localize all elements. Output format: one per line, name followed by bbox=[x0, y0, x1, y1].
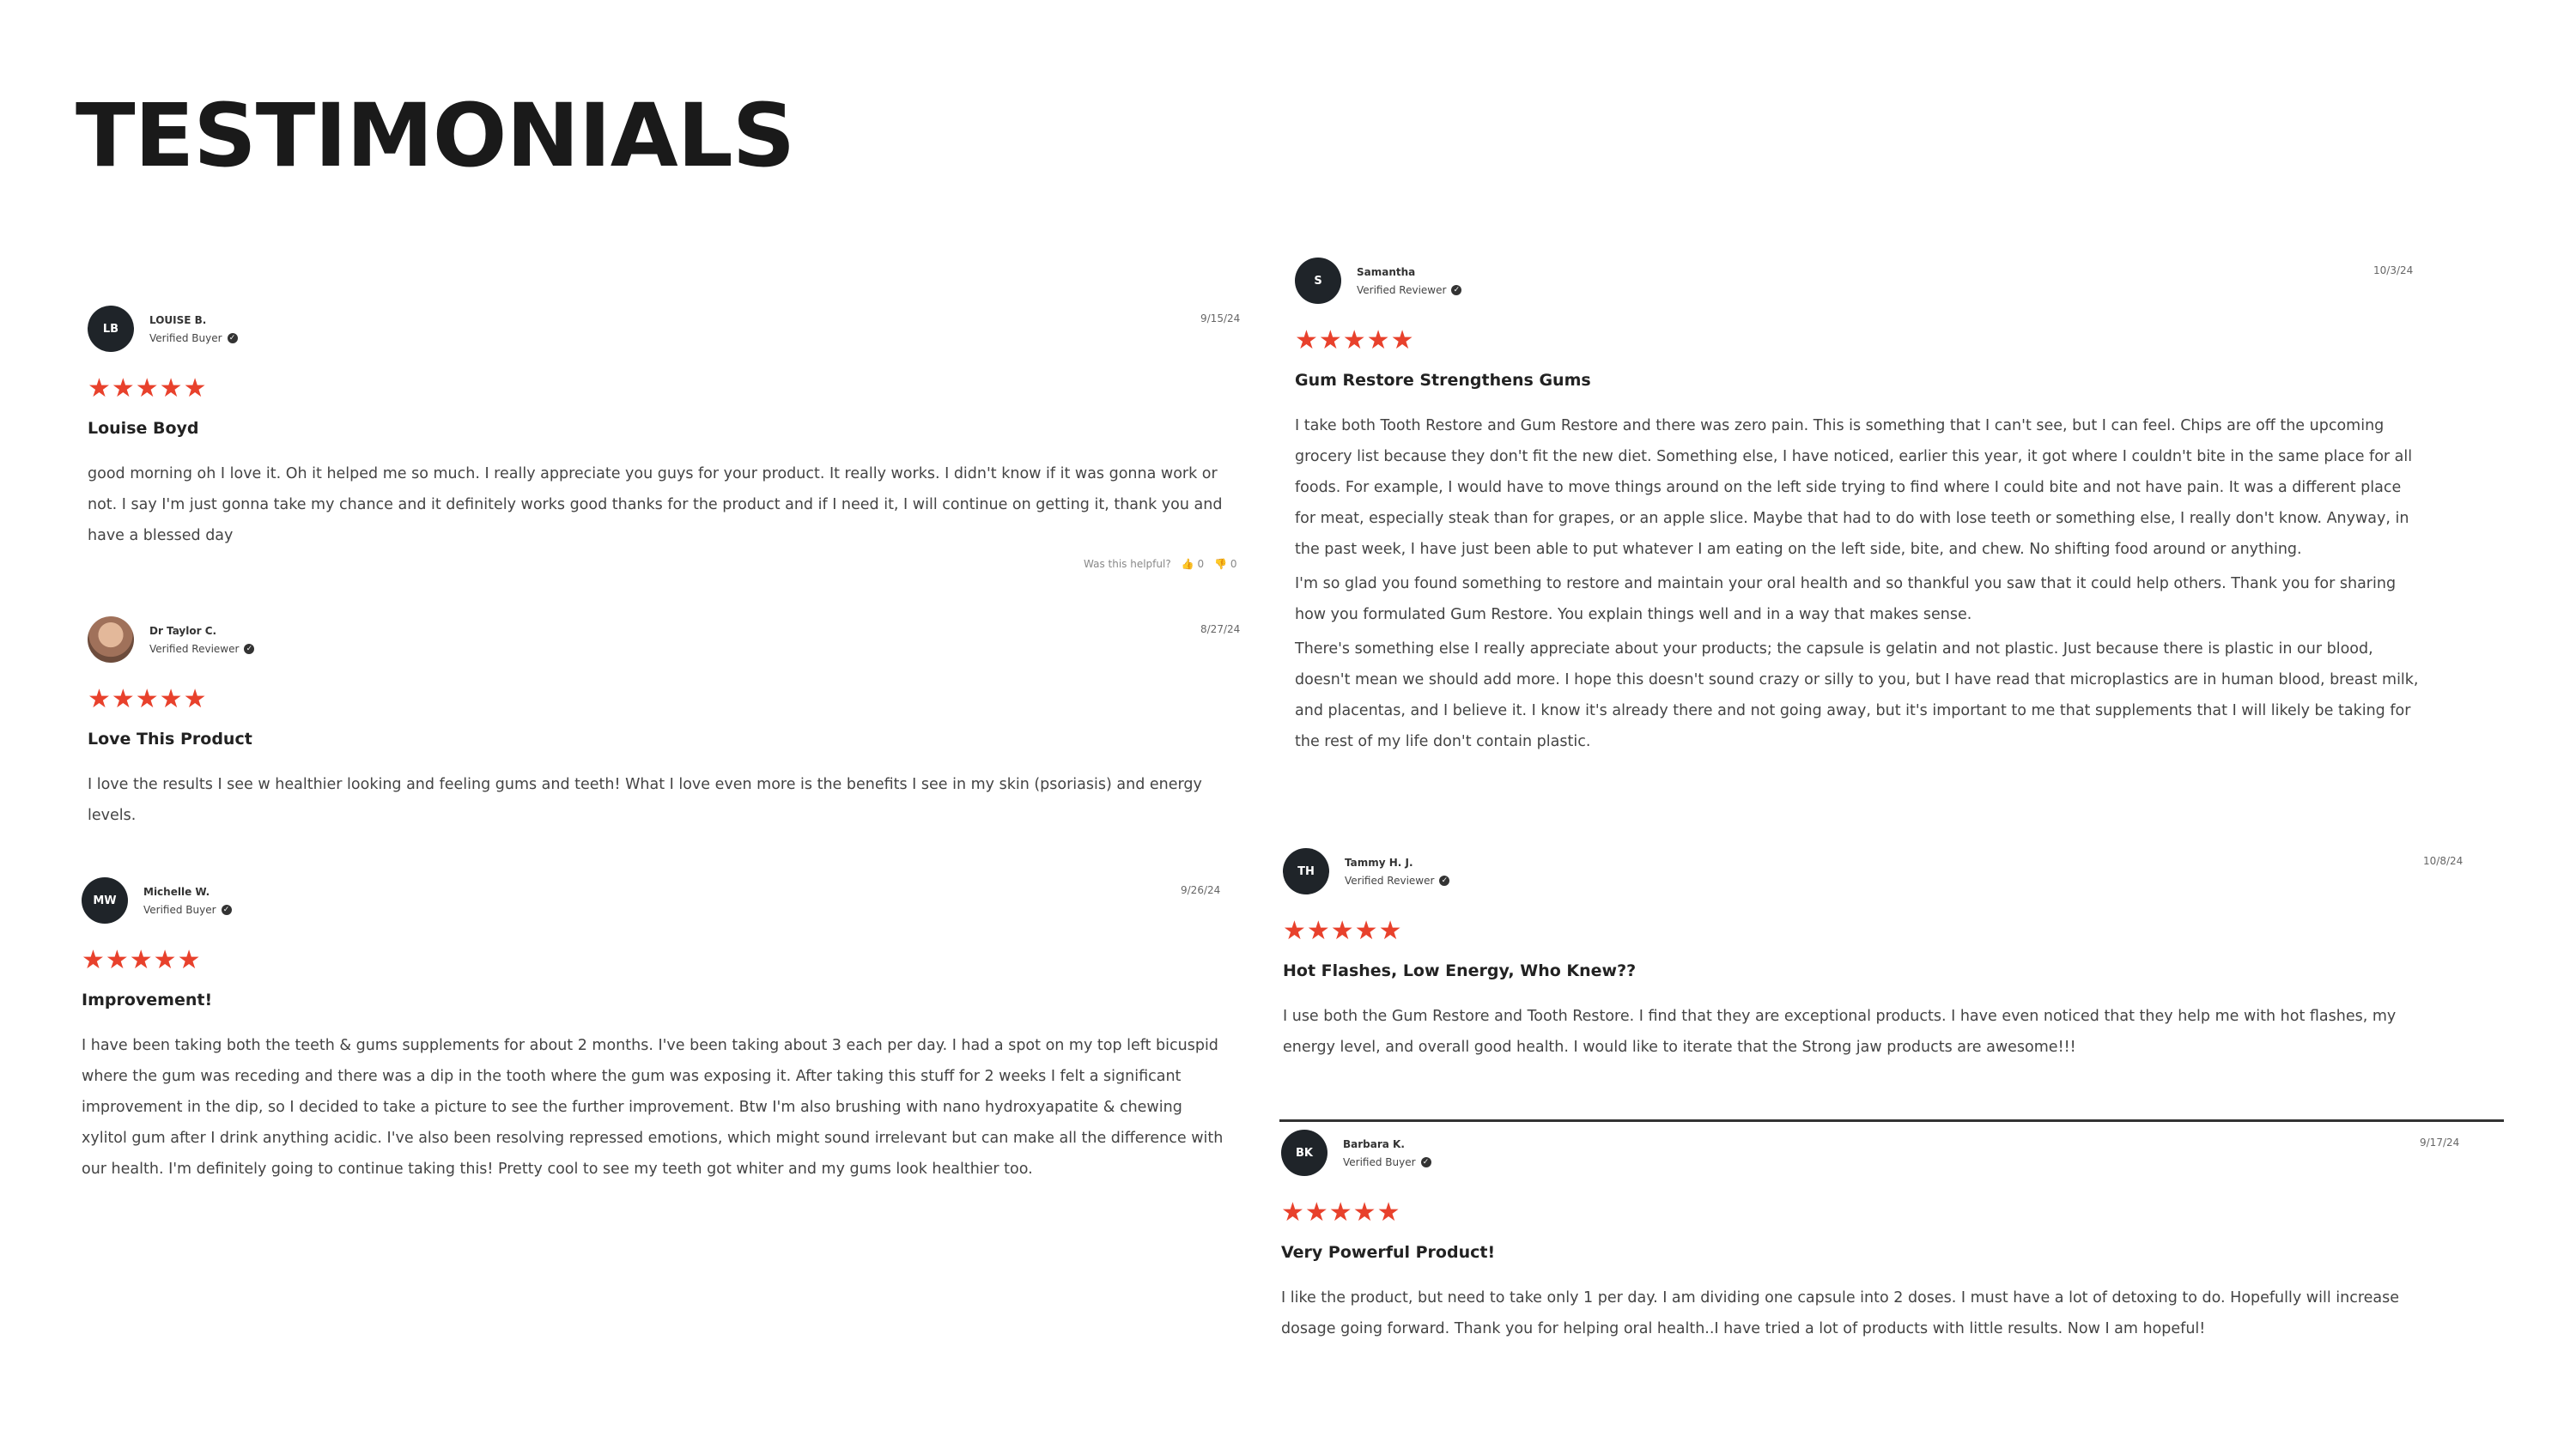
avatar: LB bbox=[88, 306, 134, 352]
review-body bbox=[88, 769, 1238, 834]
check-circle-icon: ✓ bbox=[244, 644, 254, 654]
check-circle-icon: ✓ bbox=[1439, 876, 1449, 886]
check-circle-icon: ✓ bbox=[228, 333, 238, 343]
avatar-photo bbox=[88, 616, 134, 663]
review-card bbox=[88, 306, 1247, 580]
check-circle-icon: ✓ bbox=[1421, 1157, 1431, 1167]
star-rating: ★★★★★ bbox=[1281, 1197, 1401, 1228]
verified-label: Verified Buyer bbox=[1343, 1156, 1416, 1168]
check-circle-icon: ✓ bbox=[1451, 285, 1461, 295]
star-rating: ★★★★★ bbox=[82, 945, 202, 975]
review-date: 8/27/24 bbox=[1200, 623, 1241, 635]
verified-badge bbox=[1345, 875, 1449, 887]
review-body bbox=[88, 458, 1238, 555]
verified-badge bbox=[149, 332, 238, 344]
verified-badge bbox=[1357, 284, 1461, 296]
verified-label: Verified Reviewer bbox=[1357, 284, 1447, 296]
page-title: TESTIMONIALS bbox=[76, 85, 795, 187]
review-card bbox=[1283, 848, 2502, 1080]
review-card bbox=[1281, 1130, 2500, 1361]
review-paragraph: I use both the Gum Restore and Tooth Restore. I find that they are exceptional products. I have even noticed that they help me with hot flashes, my energy level, and overall good health. I would like to iterate that the Strong jaw products are awesome!!! bbox=[1283, 1008, 2397, 1056]
verified-label: Verified Buyer bbox=[143, 904, 216, 916]
review-paragraph: good morning oh I love it. Oh it helped me so much. I really appreciate you guys for your product. It really works. I didn't know if it was gonna work or not. I say I'm just gonna take my chance and it definitely works good thanks for the product and if I need it, I will continue on getting it, thank you and have a blessed day bbox=[88, 465, 1223, 544]
verified-label: Verified Buyer bbox=[149, 332, 222, 344]
helpful-row bbox=[1084, 558, 1236, 570]
review-card bbox=[88, 616, 1247, 822]
review-title: Love This Product bbox=[88, 730, 252, 749]
review-title: Louise Boyd bbox=[88, 419, 199, 438]
reviewer-name: Samantha bbox=[1357, 266, 1416, 278]
review-paragraph: I love the results I see w healthier looking and feeling gums and teeth! What I love even more is the benefits I see in my skin (psoriasis) and energy levels. bbox=[88, 776, 1202, 824]
verified-badge bbox=[143, 904, 232, 916]
review-title: Very Powerful Product! bbox=[1281, 1243, 1496, 1262]
review-body bbox=[82, 1030, 1232, 1188]
review-body bbox=[1281, 1282, 2432, 1348]
verified-badge bbox=[1343, 1156, 1431, 1168]
reviewer-name: Dr Taylor C. bbox=[149, 625, 217, 637]
star-rating: ★★★★★ bbox=[1283, 916, 1403, 946]
review-date: 9/17/24 bbox=[2420, 1137, 2460, 1149]
review-card bbox=[1295, 258, 2497, 773]
review-body bbox=[1283, 1001, 2433, 1066]
review-paragraph: I have been taking both the teeth & gums supplements for about 2 months. I've been taking about 3 each per day. I had a spot on my top left bicuspid where the gum was receding and there was a dip in the tooth where the gum was exposing it. After taking this stuff for 2 weeks I felt a significant improvement in the dip, so I decided to take a picture to see the further improvement. Btw I'm also brushing with nano hydroxyapatite & chewing xylitol gum after I drink anything acidic. I've also been resolving repressed emotions, which might sound irrelevant but can make all the difference with our health. I'm definitely going to continue taking this! Pretty cool to see my teeth got whiter and my gums look healthier too. bbox=[82, 1037, 1224, 1178]
thumbs-up-button[interactable]: 👍 0 bbox=[1181, 558, 1205, 570]
reviewer-name: LOUISE B. bbox=[149, 314, 207, 326]
review-paragraph: I'm so glad you found something to restore and maintain your oral health and so thankful you saw that it could help others. Thank you for sharing how you formulated Gum Restore. You explain things well and in a way that makes sense. bbox=[1295, 575, 2397, 623]
reviewer-name: Barbara K. bbox=[1343, 1138, 1405, 1150]
verified-label: Verified Reviewer bbox=[149, 643, 240, 655]
verified-badge bbox=[149, 643, 254, 655]
review-title: Gum Restore Strengthens Gums bbox=[1295, 371, 1591, 390]
review-title: Hot Flashes, Low Energy, Who Knew?? bbox=[1283, 961, 1637, 980]
review-date: 9/15/24 bbox=[1200, 312, 1241, 324]
star-rating: ★★★★★ bbox=[88, 684, 208, 714]
reviewer-name: Michelle W. bbox=[143, 886, 210, 898]
verified-label: Verified Reviewer bbox=[1345, 875, 1435, 887]
review-paragraph: I take both Tooth Restore and Gum Restore and there was zero pain. This is something that I can't see, but I can feel. Chips are off the upcoming grocery list because they don't fit the new diet. Something else, I have noticed, earlier this year, it got where I couldn't bite in the same place for all foods. For example, I would have to move things around on the left side trying to find where I could bite and not have pain. It was a different place for meat, especially steak than for grapes, or an apple slice. Maybe that had to do with lose teeth or something else, I really don't know. Anyway, in the past week, I have just been able to put whatever I am eating on the left side, bite, and chew. No shifting food around or anything. bbox=[1295, 417, 2413, 558]
review-paragraph: There's something else I really appreciate about your products; the capsule is gelatin and not plastic. Just because there is plastic in our blood, doesn't mean we should add more. I hope this doesn't sound crazy or silly to you, but I have read that microplastics are in human blood, breast milk, and placentas, and I believe it. I know it's already there and not going away, but it's important to me that supplements that I will likely be taking for the rest of my life don't contain plastic. bbox=[1295, 640, 2419, 750]
review-card bbox=[82, 877, 1241, 1221]
star-rating: ★★★★★ bbox=[1295, 325, 1415, 355]
reviewer-name: Tammy H. J. bbox=[1345, 857, 1413, 869]
review-paragraph: I like the product, but need to take only 1 per day. I am dividing one capsule into 2 doses. I must have a lot of detoxing to do. Hopefully will increase dosage going forward. Thank you for helping oral health..I have tried a lot of products with little results. Now I am hopeful! bbox=[1281, 1289, 2400, 1337]
review-date: 9/26/24 bbox=[1181, 884, 1221, 896]
avatar: TH bbox=[1283, 848, 1329, 894]
review-body bbox=[1295, 410, 2421, 761]
review-title: Improvement! bbox=[82, 991, 213, 1009]
thumbs-down-button[interactable]: 👎 0 bbox=[1214, 558, 1237, 570]
star-rating: ★★★★★ bbox=[88, 373, 208, 403]
avatar: MW bbox=[82, 877, 128, 924]
avatar: BK bbox=[1281, 1130, 1327, 1176]
helpful-label: Was this helpful? bbox=[1084, 558, 1171, 570]
check-circle-icon: ✓ bbox=[222, 905, 232, 915]
avatar: S bbox=[1295, 258, 1341, 304]
section-divider bbox=[1279, 1119, 2504, 1122]
review-date: 10/8/24 bbox=[2423, 855, 2464, 867]
review-date: 10/3/24 bbox=[2373, 264, 2414, 276]
